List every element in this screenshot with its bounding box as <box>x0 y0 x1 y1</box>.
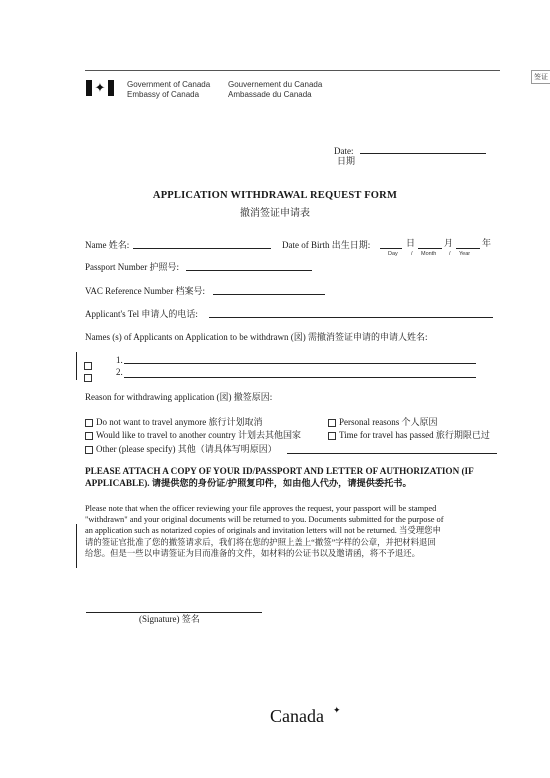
dob-month-hint: Month <box>421 251 437 257</box>
applicant-1-field[interactable] <box>124 363 476 364</box>
tel-label: Applicant's Tel 申请人的电话: <box>85 309 198 319</box>
dob-month-char: 月 <box>444 238 454 248</box>
date-label-zh: 日期 <box>337 156 356 166</box>
dob-sep-1: / <box>411 251 413 257</box>
applicant-1-number: 1. <box>116 355 123 365</box>
tel-field[interactable] <box>209 317 493 318</box>
gov-name-fr: Gouvernement du Canada Ambassade du Canada <box>228 80 323 99</box>
checkbox-icon[interactable] <box>85 446 93 454</box>
dob-month-field[interactable] <box>418 248 442 249</box>
gov-name-en: Government of Canada Embassy of Canada <box>127 80 211 99</box>
checkbox-icon[interactable] <box>85 432 93 440</box>
reason-label: Reason for withdrawing application (図) 撤签原因: <box>85 392 273 402</box>
reason-other-field[interactable] <box>287 453 497 454</box>
vac-label: VAC Reference Number 档案号: <box>85 286 206 296</box>
checkbox-icon[interactable] <box>328 432 336 440</box>
signature-field[interactable] <box>86 612 262 613</box>
margin-mark-2 <box>76 524 77 568</box>
date-line[interactable] <box>360 153 486 154</box>
reason-option-personal[interactable]: Personal reasons 个人原因 <box>328 417 438 428</box>
reason-option-time-passed[interactable]: Time for travel has passed 旅行期限已过 <box>328 430 490 441</box>
dob-day-char: 日 <box>406 238 416 248</box>
checkbox-icon[interactable] <box>85 419 93 427</box>
attach-notice: PLEASE ATTACH A COPY OF YOUR ID/PASSPORT AND LETTER OF AUTHORIZATION (IF APPLICABLE). 请提供您的身份证/护照复印件，如由他人代办，请提供委托书。 <box>85 466 474 488</box>
dob-day-hint: Day <box>388 251 398 257</box>
withdrawal-note: Please note that when the officer reviewing your file approves the request, your passport will be stamped "withdrawn" and your original documents will be returned to you. Documents submitted for the purpose of an application such as notarized copies of originals and invitation letters will not be returned. 当受理您申 请的签证官批准了您的撤签请求后，我们将在您的护照上盖上“撤签”字样的公章，并把材料退回 给您。但是一些以申请签证为目而准备的文件，如材料的公证书以及邀请函，将不予退还。 <box>85 504 444 558</box>
canada-wordmark: Canada <box>270 706 324 726</box>
signature-label: (Signature) 签名 <box>139 614 200 624</box>
dob-day-field[interactable] <box>380 248 402 249</box>
canada-flag-small-icon: ✦ <box>333 705 341 715</box>
checkbox-icon[interactable] <box>328 419 336 427</box>
reason-option-no-travel[interactable]: Do not want to travel anymore 旅行计划取消 <box>85 417 262 428</box>
dob-year-field[interactable] <box>456 248 480 249</box>
passport-field[interactable] <box>186 270 312 271</box>
applicant-2-number: 2. <box>116 367 123 377</box>
name-label: Name 姓名: <box>85 240 130 250</box>
vac-field[interactable] <box>213 294 325 295</box>
passport-label: Passport Number 护照号: <box>85 262 179 272</box>
dob-year-hint: Year <box>459 251 471 257</box>
dob-year-char: 年 <box>482 238 492 248</box>
margin-mark <box>76 352 77 380</box>
date-label: Date: <box>334 146 354 156</box>
applicant-2-field[interactable] <box>124 377 476 378</box>
name-field[interactable] <box>133 248 271 249</box>
reason-option-other-country[interactable]: Would like to travel to another country 计划去其他国家 <box>85 430 301 441</box>
dob-label: Date of Birth 出生日期: <box>282 240 371 250</box>
reason-option-other[interactable]: Other (please specify) 其他（请具体写明原因） <box>85 444 277 455</box>
header-rule <box>85 70 500 71</box>
applicant-2-checkbox[interactable] <box>84 369 95 387</box>
dob-sep-2: / <box>449 251 451 257</box>
form-title-zh: 撤消签证申请表 <box>240 208 310 219</box>
applicant-names-label: Names (s) of Applicants on Application to be withdrawn (図) 需撤消签证申请的申请人姓名: <box>85 332 428 342</box>
form-title: APPLICATION WITHDRAWAL REQUEST FORM <box>152 190 398 201</box>
side-tab: 签证 <box>531 70 550 84</box>
canada-flag-icon: ✦ <box>86 80 114 96</box>
